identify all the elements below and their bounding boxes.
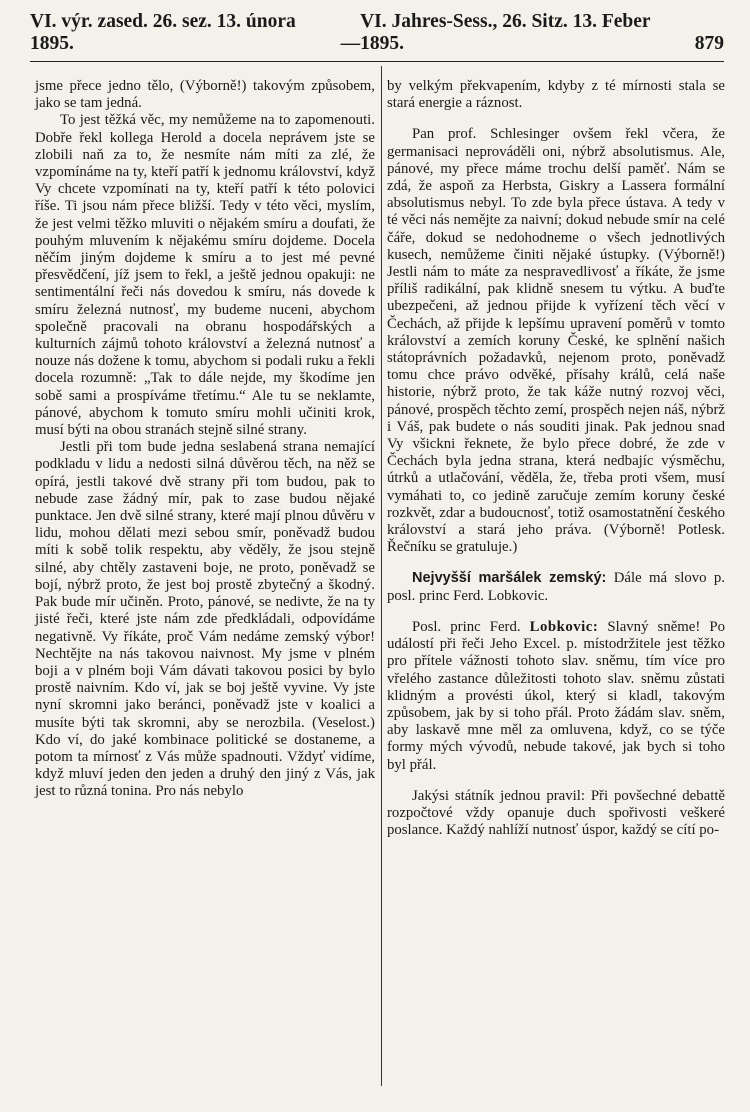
right-column <box>387 78 725 839</box>
column-divider <box>381 66 382 1086</box>
speaker-paragraph <box>387 619 725 774</box>
paragraph: Jestli při tom bude jedna seslabená strana nemající podkladu v lidu a nedosti silná důvěrou těch, na něž se opírá, jestli takové dvě strany při tom budou, pak to nebude zase žádný mír, pak to zase budou nějaké punktace. Jen dvě silné strany, které mají plnou důvěru v lidu, mohou dělati mezi sebou smír, poněvadž budou míti k sobě tolik respektu, aby věděly, že jsou stejně silné, aby chtěly zastaveni boje, ne proto, poněvadž se bojí, nýbrž proto, že jest boj prostě zbytečný a škodný. Pak bude mír učiněn. Proto, pánové, se nedivte, že na ty jisté řeči, které jste nám zde předkládali, odpovídáme negativně. Vy říkáte, proč Vám nedáme zemský výbor! Nechtějte na nás takovou naivnost. My jsme v plném boji a v plném boji Vám dávati takovou posici by bylo prostě naivním. Kdo ví, jak se boj ještě vyvine. Vy jste nyní skromni jako beránci, poněvadž jste v koalici a musíte býti tak skromni, aby se nerozbila. (Veselost.) Kdo ví, do jaké kombinace politické se dostaneme, a potom ta mírnosť z Vás může spadnouti. Vždyť vidíme, když mluví jeden den jeden a druhý den jiný z Vás, jak jest to různá tonina. Pro nás nebylo <box>35 439 375 800</box>
page-number: 879 <box>694 33 724 54</box>
paragraph-text: Dále má slovo p. posl. princ Ferd. Lobkovic. <box>387 570 725 604</box>
paragraph: Pan prof. Schlesinger ovšem řekl včera, že germanisaci neprováděli oni, nýbrž absolutismus. Ale, pánové, my přece máme trochu delší paměť. Nám se zdá, že aspoň za Herbsta, Giskry a Lassera formální absolutismus nebyl. To zde byla přece ústava. A tedy v té věci nás nemějte za naivní; dokud nebude smír na celé čáře, dokud se nedohodneme o všech jednotlivých kusech, nemůžeme činiti nějaké ústupky. (Výborně!) Jestli nám to máte za nespravedlivosť a říkáte, že jsme příliš radikální, pak klidně snesem tu výtku. A buďte ubezpečeni, až jednou přijde k vyřízení těch věcí v Čechách, až přijde k lepšímu upravení poměrů v tomto království a zemích koruny České, ke splnění našich státoprávních požadavků, nejenom proto, poněvadž tomu chce právo odvěké, přísahy králů, celá naše historie, nýbrž proto, že tak káže nutný rozvoj věci, pánové, prospěch těchto zemí, prospěch nejen náš, nýbrž i Váš, pak budete o nás souditi jinak. Pak jednou snad Vy všickni řeknete, že bylo přece dobré, že zde v Čechách byla jedna strana, která nedbajíc výsměchu, útrků a utlačování, věděla, že, třeba proti všem, musí vymáhati to, co jedině zaručuje zemím koruny české rozkvět, zdar a budoucnosť, totiž osamostatnění českého království a stará jeho práva. (Výborně! Potlesk. Řečníku se gratuluje.) <box>387 126 725 556</box>
header-german: VI. Jahres-Sess., 26. Sitz. 13. Feber 1895. <box>360 11 651 54</box>
page-header <box>30 11 724 62</box>
speaker-prefix: Posl. princ Ferd. <box>412 618 521 635</box>
paragraph: jsme přece jedno tělo, (Výborně!) takovým způsobem, jako se tam jedná. <box>35 78 375 112</box>
paragraph-text: Slavný sněme! Po událostí při řeči Jeho Excel. p. místodržitele jest těžko pro přítele vážnosti tohoto slav. sněmu, tím více pro vřelého zastance důležitosti tohoto slav. sněmu zůstati klidným a provésti úkol, který si kladl, takovým způsobem, jak by si toho přál. Proto žádám slav. sněm, aby laskavě mne měl za omluvena, když, co se týče formy mých vývodů, nebude takové, jak bych si toho byl přál. <box>387 618 725 773</box>
paragraph: by velkým překvapením, kdyby z té mírnosti stala se stará energie a ráznost. <box>387 78 725 112</box>
header-czech: VI. výr. zased. 26. sez. 13. února 1895. <box>30 11 296 54</box>
speaker-label: Nejvyšší maršálek zemský: <box>412 570 607 587</box>
paragraph: Jakýsi státník jednou pravil: Při povšechné debattě rozpočtové vždy opanuje duch spořivosti veškeré poslance. Každý nahlíží nutnosť úspor, každý se cítí po- <box>387 787 725 839</box>
left-column <box>35 78 375 801</box>
speaker-name: Lobkovic: <box>529 618 599 635</box>
speaker-paragraph <box>387 570 725 604</box>
paragraph: To jest těžká věc, my nemůžeme na to zapomenouti. Dobře řekl kollega Herold a docela neprávem jste se zlobili naň za to, že nesmíte nám míti za zlé, že vzpomínáme na ty, kteří patří k jednomu království, když Vy chcete vzpomínati na ty, kteří patří k této polovici říše. Ti jsou nám přece bližší. Tedy v této věci, myslím, že jest velmi těžko mluviti o nějakém smíru a doufati, že pouhým mluvením k nějakému smíru dojdeme. Docela něčím jiným dojdeme k smíru a to jest mé pevné přesvědčení, jíž jsem to řekl, a ještě jednou opakuji: ne sentimentální řeči nás dovedou k smíru, nás dovede k smíru železná nutnosť, my budeme nuceni, abychom společně pracovali na obranu hospodářských a kulturních zájmů tohoto království a železná nutnosť a nouze nás dožene k tomu, abychom si podali ruku a řekli docela rozumně: „Tak to dále nejde, my škodíme jen sobě sami a prospíváme třetímu.“ Ale tu se neklamte, pánové, abychom k tomuto smíru mohli učiniti krok, musí býti na obou stranách stejně silné strany. <box>35 112 375 439</box>
header-separator: — <box>340 33 361 54</box>
